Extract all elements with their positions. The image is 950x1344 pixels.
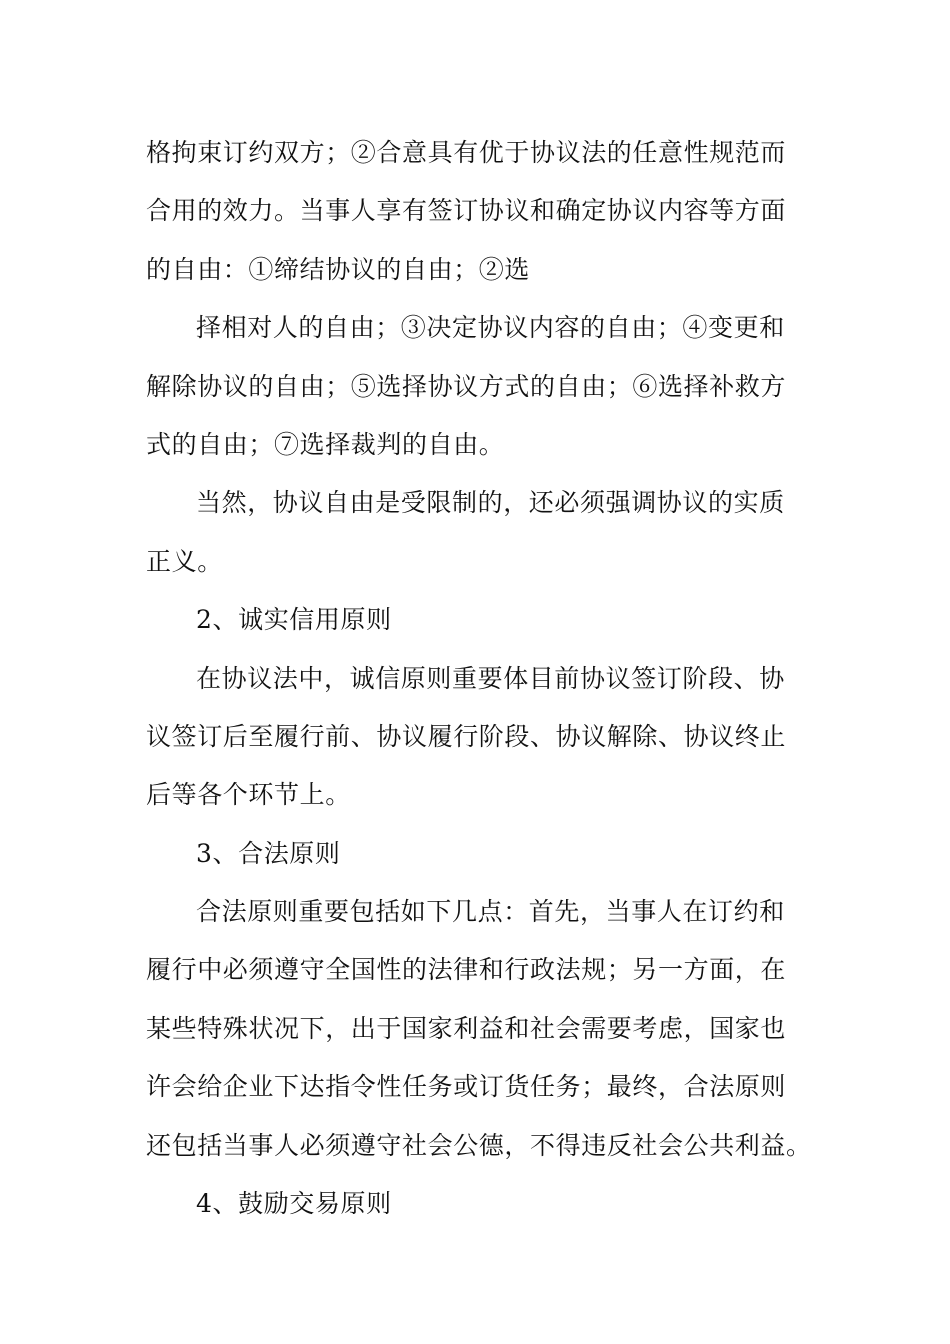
text-line: 当然，协议自由是受限制的，还必须强调协议的实质 [196,488,785,518]
text-line: 议签订后至履行前、协议履行阶段、协议解除、协议终止 [146,721,787,751]
body-text [146,124,812,1233]
text-line: 后等各个环节上。 [146,780,351,810]
section-heading: 3、合法原则 [196,838,341,868]
section-heading: 2、诚实信用原则 [196,605,392,635]
text-line: 解除协议的自由；⑤选择协议方式的自由；⑥选择补救方 [146,371,787,401]
section-heading: 4、鼓励交易原则 [196,1189,392,1219]
text-line: 还包括当事人必须遵守社会公德，不得违反社会公共利益。 [146,1130,812,1160]
text-line: 正义。 [146,546,223,576]
text-line: 格拘束订约双方；②合意具有优于协议法的任意性规范而 [146,138,787,167]
text-line: 式的自由；⑦选择裁判的自由。 [146,429,505,459]
text-line: 履行中必须遵守全国性的法律和行政法规；另一方面，在 [146,955,787,985]
text-line: 择相对人的自由；③决定协议内容的自由；④变更和 [196,313,785,343]
text-line: 的自由：①缔结协议的自由；②选 [146,254,531,284]
text-line: 合法原则重要包括如下几点：首先，当事人在订约和 [196,897,785,927]
text-line: 在协议法中，诚信原则重要体目前协议签订阶段、协 [196,663,785,693]
text-line: 许会给企业下达指令性任务或订货任务；最终，合法原则 [146,1072,787,1102]
text-line: 合用的效力。当事人享有签订协议和确定协议内容等方面 [146,196,787,226]
text-line: 某些特殊状况下，出于国家利益和社会需要考虑，国家也 [146,1013,787,1043]
